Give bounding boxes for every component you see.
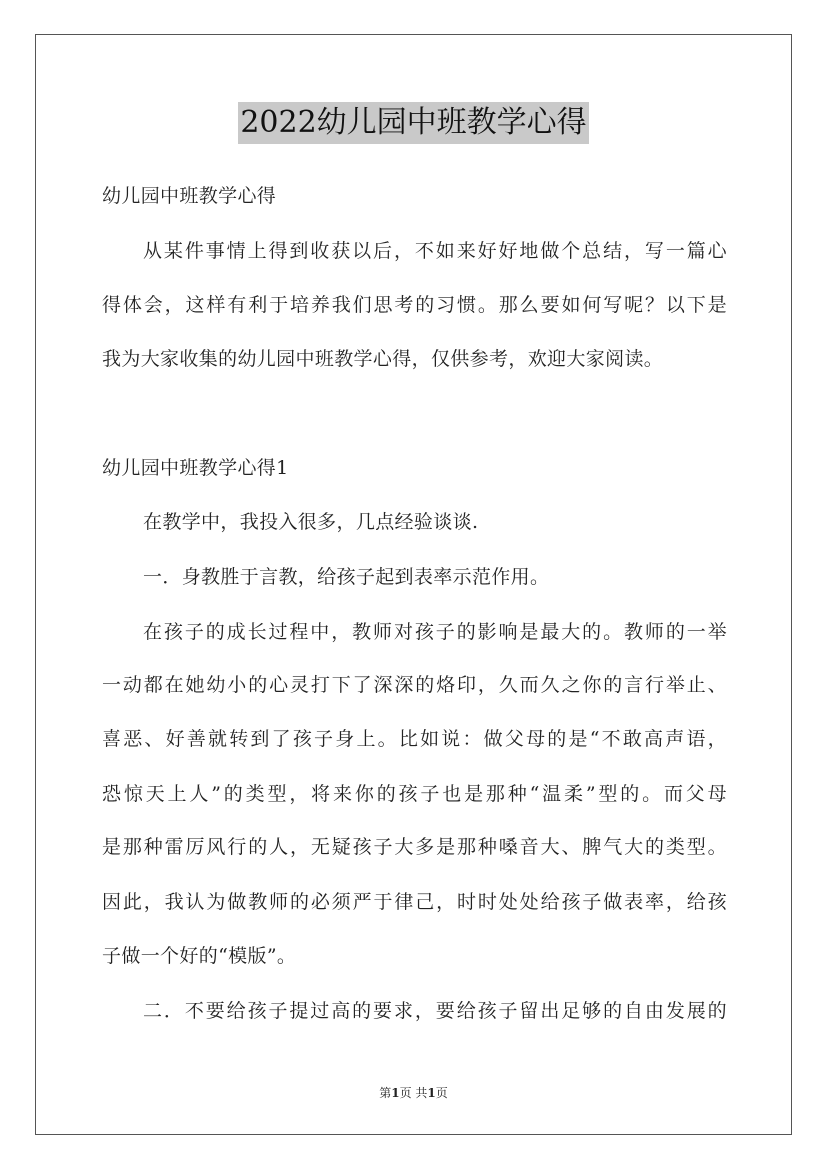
- body-line-1: 在孩子的成长过程中，教师对孩子的影响是最大的。教师的一举: [143, 621, 727, 643]
- title-container: [0, 102, 827, 144]
- point-1: 一．身教胜于言教，给孩子起到表率示范作用。: [143, 566, 550, 588]
- page-footer: [0, 1084, 827, 1101]
- subtitle: 幼儿园中班教学心得: [102, 185, 277, 207]
- intro-line-2: 得体会，这样有利于培养我们思考的习惯。那么要如何写呢？以下是: [102, 294, 727, 316]
- intro-line-3: 我为大家收集的幼儿园中班教学心得，仅供参考，欢迎大家阅读。: [102, 348, 664, 370]
- section-heading: 幼儿园中班教学心得1: [102, 457, 289, 479]
- footer-page-total: 1: [427, 1086, 436, 1100]
- body-line-4: 恐惊天上人”的类型，将来你的孩子也是那种“温柔”型的。而父母: [102, 783, 727, 805]
- body-line-5: 是那种雷厉风行的人，无疑孩子大多是那种嗓音大、脾气大的类型。: [102, 836, 727, 858]
- body-line-2: 一动都在她幼小的心灵打下了深深的烙印，久而久之你的言行举止、: [102, 674, 727, 696]
- body-line-7: 子做一个好的“模版”。: [102, 945, 297, 967]
- footer-page-prefix: 第: [379, 1086, 392, 1100]
- body-line-3: 喜恶、好善就转到了孩子身上。比如说：做父母的是“不敢高声语，: [102, 728, 727, 750]
- footer-page-mid: 页 共: [399, 1086, 428, 1100]
- document-title: 2022幼儿园中班教学心得: [238, 102, 588, 144]
- footer-page-number: 1: [391, 1086, 400, 1100]
- footer-page-suffix: 页: [435, 1086, 448, 1100]
- point-2: 二．不要给孩子提过高的要求，要给孩子留出足够的自由发展的: [143, 1000, 727, 1022]
- body-line-6: 因此，我认为做教师的必须严于律己，时时处处给孩子做表率，给孩: [102, 891, 727, 913]
- intro-line-1: 从某件事情上得到收获以后，不如来好好地做个总结，写一篇心: [143, 240, 727, 262]
- paragraph-1: 在教学中，我投入很多，几点经验谈谈.: [143, 511, 479, 533]
